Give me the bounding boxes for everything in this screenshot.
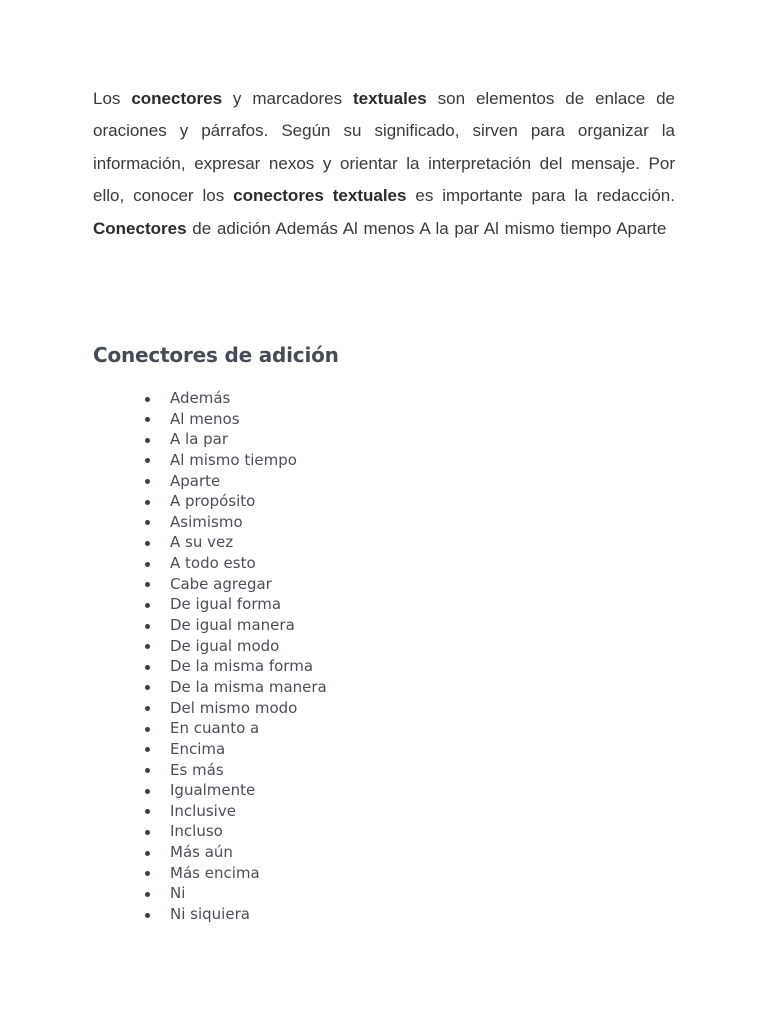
list-item-label: En cuanto a	[170, 719, 260, 738]
intro-text-2: y marcadores	[222, 89, 354, 108]
intro-bold-conectores-2: Conectores	[93, 218, 187, 238]
section-title: Conectores de adición	[93, 343, 339, 367]
list-item-label: A la par	[170, 430, 229, 449]
intro-text-5: de adición Además Al menos A la par Al mismo tiempo Aparte	[186, 218, 667, 238]
list-item-label: De igual forma	[170, 595, 282, 614]
bullet-icon	[145, 706, 150, 711]
bullet-icon	[145, 685, 150, 690]
list-item	[145, 532, 327, 553]
list-item	[145, 698, 327, 719]
list-item	[145, 450, 327, 471]
bullet-icon	[145, 582, 150, 587]
list-item	[145, 512, 327, 533]
list-item-label: Ni siquiera	[170, 905, 250, 924]
list-item	[145, 491, 327, 512]
bullet-icon	[145, 768, 150, 773]
list-item-label: Incluso	[170, 822, 223, 841]
list-item	[145, 636, 327, 657]
list-item-label: Igualmente	[170, 781, 256, 800]
list-item	[145, 739, 327, 760]
connector-list	[145, 388, 327, 925]
list-item-label: Aparte	[170, 471, 221, 490]
list-item	[145, 574, 327, 595]
list-item-label: A todo esto	[170, 554, 256, 573]
list-item	[145, 780, 327, 801]
bullet-icon	[145, 562, 150, 567]
bullet-icon	[145, 438, 150, 443]
list-item-label: Al menos	[170, 409, 240, 428]
list-item-label: Encima	[170, 739, 226, 758]
bullet-icon	[145, 851, 150, 856]
list-item-label: Más aún	[170, 843, 233, 862]
bullet-icon	[145, 603, 150, 608]
bullet-icon	[145, 809, 150, 814]
list-item-label: A propósito	[170, 492, 256, 511]
list-item	[145, 471, 327, 492]
list-item	[145, 821, 327, 842]
bullet-icon	[145, 541, 150, 546]
bullet-icon	[145, 665, 150, 670]
list-item-label: De la misma manera	[170, 677, 327, 696]
list-item	[145, 904, 327, 925]
bullet-icon	[145, 479, 150, 484]
bullet-icon	[145, 520, 150, 525]
bullet-icon	[145, 397, 150, 402]
list-item-label: Asimismo	[170, 512, 243, 531]
intro-bold-conectores: conectores	[131, 89, 223, 108]
list-item	[145, 615, 327, 636]
bullet-icon	[145, 624, 150, 629]
list-item-label: Es más	[170, 760, 224, 779]
list-item-label: Más encima	[170, 863, 260, 882]
bullet-icon	[145, 830, 150, 835]
bullet-icon	[145, 789, 150, 794]
bullet-icon	[145, 417, 150, 422]
bullet-icon	[145, 727, 150, 732]
list-item	[145, 883, 327, 904]
list-item-label: De la misma forma	[170, 657, 314, 676]
bullet-icon	[145, 913, 150, 918]
list-item	[145, 718, 327, 739]
intro-paragraph	[93, 83, 675, 245]
list-item-label: Del mismo modo	[170, 698, 298, 717]
list-item	[145, 801, 327, 822]
list-item	[145, 677, 327, 698]
list-item	[145, 388, 327, 409]
list-item	[145, 594, 327, 615]
bullet-icon	[145, 892, 150, 897]
intro-bold-textuales: textuales	[353, 89, 427, 108]
list-item-label: A su vez	[170, 533, 234, 552]
list-item	[145, 863, 327, 884]
list-item-label: Ni	[170, 884, 186, 903]
list-item-label: De igual modo	[170, 636, 280, 655]
intro-text-3: son elementos de enlace de oraciones y párrafos. Según su significado, sirven para organizar la información, expresar nexos y orientar la interpretación del mensaje. Por ello, conocer los	[93, 89, 676, 206]
list-item-label: De igual manera	[170, 616, 295, 635]
intro-bold-conectores-textuales: conectores textuales	[233, 186, 407, 206]
list-item	[145, 760, 327, 781]
list-item	[145, 409, 327, 430]
list-item	[145, 842, 327, 863]
bullet-icon	[145, 458, 150, 463]
intro-text-4: es importante para la redacción.	[406, 186, 675, 206]
bullet-icon	[145, 747, 150, 752]
list-item-label: Al mismo tiempo	[170, 450, 297, 469]
list-item	[145, 656, 327, 677]
bullet-icon	[145, 644, 150, 649]
list-item-label: Cabe agregar	[170, 574, 272, 593]
list-item	[145, 553, 327, 574]
document-page	[93, 83, 676, 924]
list-item-label: Inclusive	[170, 801, 236, 820]
bullet-icon	[145, 871, 150, 876]
list-item	[145, 429, 327, 450]
bullet-icon	[145, 500, 150, 505]
list-item-label: Además	[170, 389, 231, 407]
intro-text-1: Los	[93, 89, 132, 108]
